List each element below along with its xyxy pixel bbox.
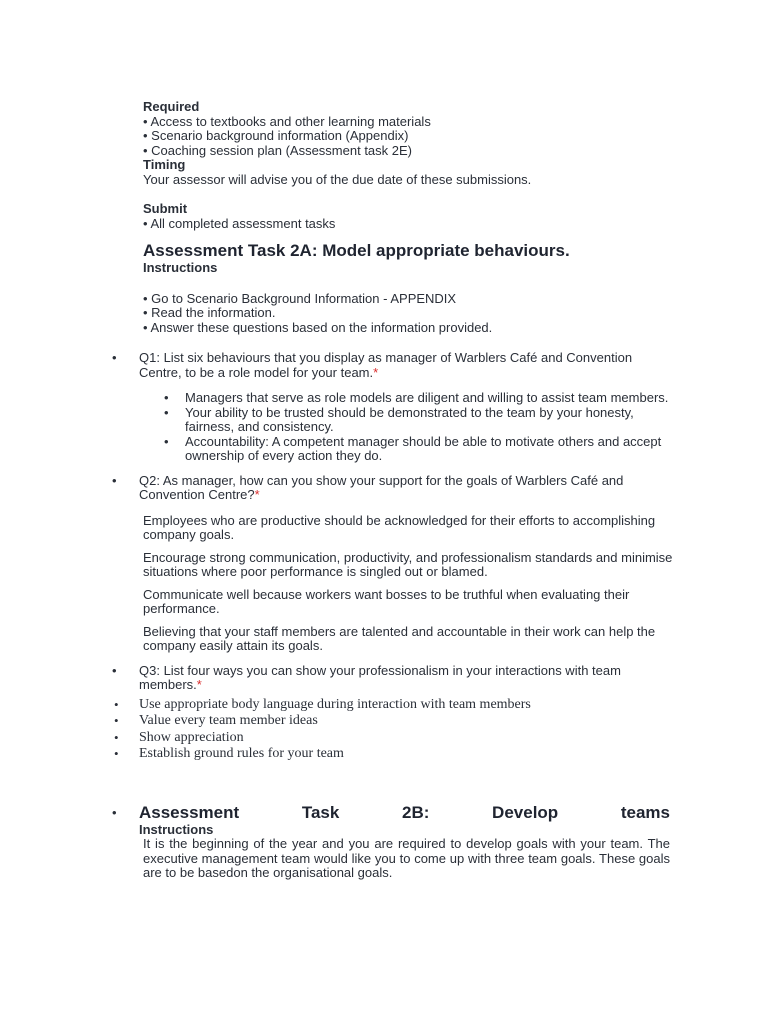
q3-answer [114,729,673,747]
task-2b-text: It is the beginning of the year and you are required to develop goals with your team. The executive management team would like you to come up with three team goals. These goals are to be basedon the organisational goals. [143,836,670,880]
q3-answer [114,746,673,763]
task-2a-instruction: • Go to Scenario Background Information - APPENDIX [143,290,457,306]
bullet-icon: • [114,746,119,761]
title-word: Develop [492,802,559,822]
q3-answer [114,713,673,730]
q2-answer: Encourage strong communication, productivity, and professionalism standards and minimise situations where poor performance is singled out or blamed. [143,549,673,579]
bullet-icon: • [112,472,117,488]
task-2b-instructions-heading: Instructions [139,821,214,837]
submit-item: • All completed assessment tasks [143,215,336,231]
q2-answer: Believing that your staff members are talented and accountable in their work can help the company easily attain its goals. [143,623,656,653]
timing-text: Your assessor will advise you of the due date of these submissions. [143,171,532,187]
title-word: teams [620,802,670,822]
required-heading: Required [143,99,200,114]
bullet-icon: • [164,433,169,449]
answer-text: Use appropriate body language during interaction with team members [139,696,531,712]
document-content [112,99,673,881]
title-word: Task [301,802,340,822]
required-item: • Scenario background information (Appendix) [143,128,409,143]
question-text: Q1: List six behaviours that you display as manager of Warblers Café and Convention Centre, to be a role model for your team. [139,350,633,380]
question-text: Q2: As manager, how can you show your support for the goals of Warblers Café and Convention Centre? [139,472,624,502]
question-q1 [112,350,673,380]
q2-answer: Employees who are productive should be acknowledged for their efforts to accomplishing company goals. [143,512,656,542]
bullet-icon: • [114,713,119,728]
task-2a-instructions-heading: Instructions [143,260,218,275]
answer-text: Your ability to be trusted should be demonstrated to the team by your honesty, fairness, and consistency. [185,404,634,434]
task-2b-title [112,802,673,823]
answer-text: Establish ground rules for your team [139,746,344,761]
required-asterisk: * [254,487,260,502]
task-2a-title: Assessment Task 2A: Model appropriate behaviours. [143,241,570,260]
bullet-icon: • [164,390,169,405]
task-2a-instruction: • Read the information. [143,305,276,320]
required-item: • Access to textbooks and other learning materials [143,113,431,129]
question-q3 [112,662,673,693]
required-asterisk: * [373,364,379,380]
q2-answer: Communicate well because workers want bosses to be truthful when evaluating their performance. [143,586,630,616]
bullet-icon: • [112,350,117,365]
title-word: Assessment [139,802,240,822]
answer-text: Show appreciation [139,729,244,745]
submit-heading: Submit [143,201,188,216]
answer-text: Accountability: A competent manager should be able to motivate others and accept ownership of every action they do. [185,433,662,463]
title-word: 2B: [401,802,430,822]
answer-text: Value every team member ideas [139,713,318,728]
bullet-icon: • [114,696,119,712]
bullet-icon: • [114,729,119,745]
q3-answer [114,696,673,714]
question-q2 [112,472,673,503]
question-text: Q3: List four ways you can show your professionalism in your interactions with team members. [139,662,621,692]
q1-answer [164,433,673,464]
required-item: • Coaching session plan (Assessment task 2E) [143,142,413,158]
required-asterisk: * [196,677,202,692]
q1-answer [164,404,673,435]
bullet-icon: • [112,662,117,678]
bullet-icon: • [164,404,169,420]
timing-heading: Timing [143,157,186,172]
task-2a-instruction: • Answer these questions based on the information provided. [143,319,493,335]
q1-answer [164,390,673,406]
answer-text: Managers that serve as role models are diligent and willing to assist team members. [185,390,669,405]
bullet-icon: • [112,804,117,820]
